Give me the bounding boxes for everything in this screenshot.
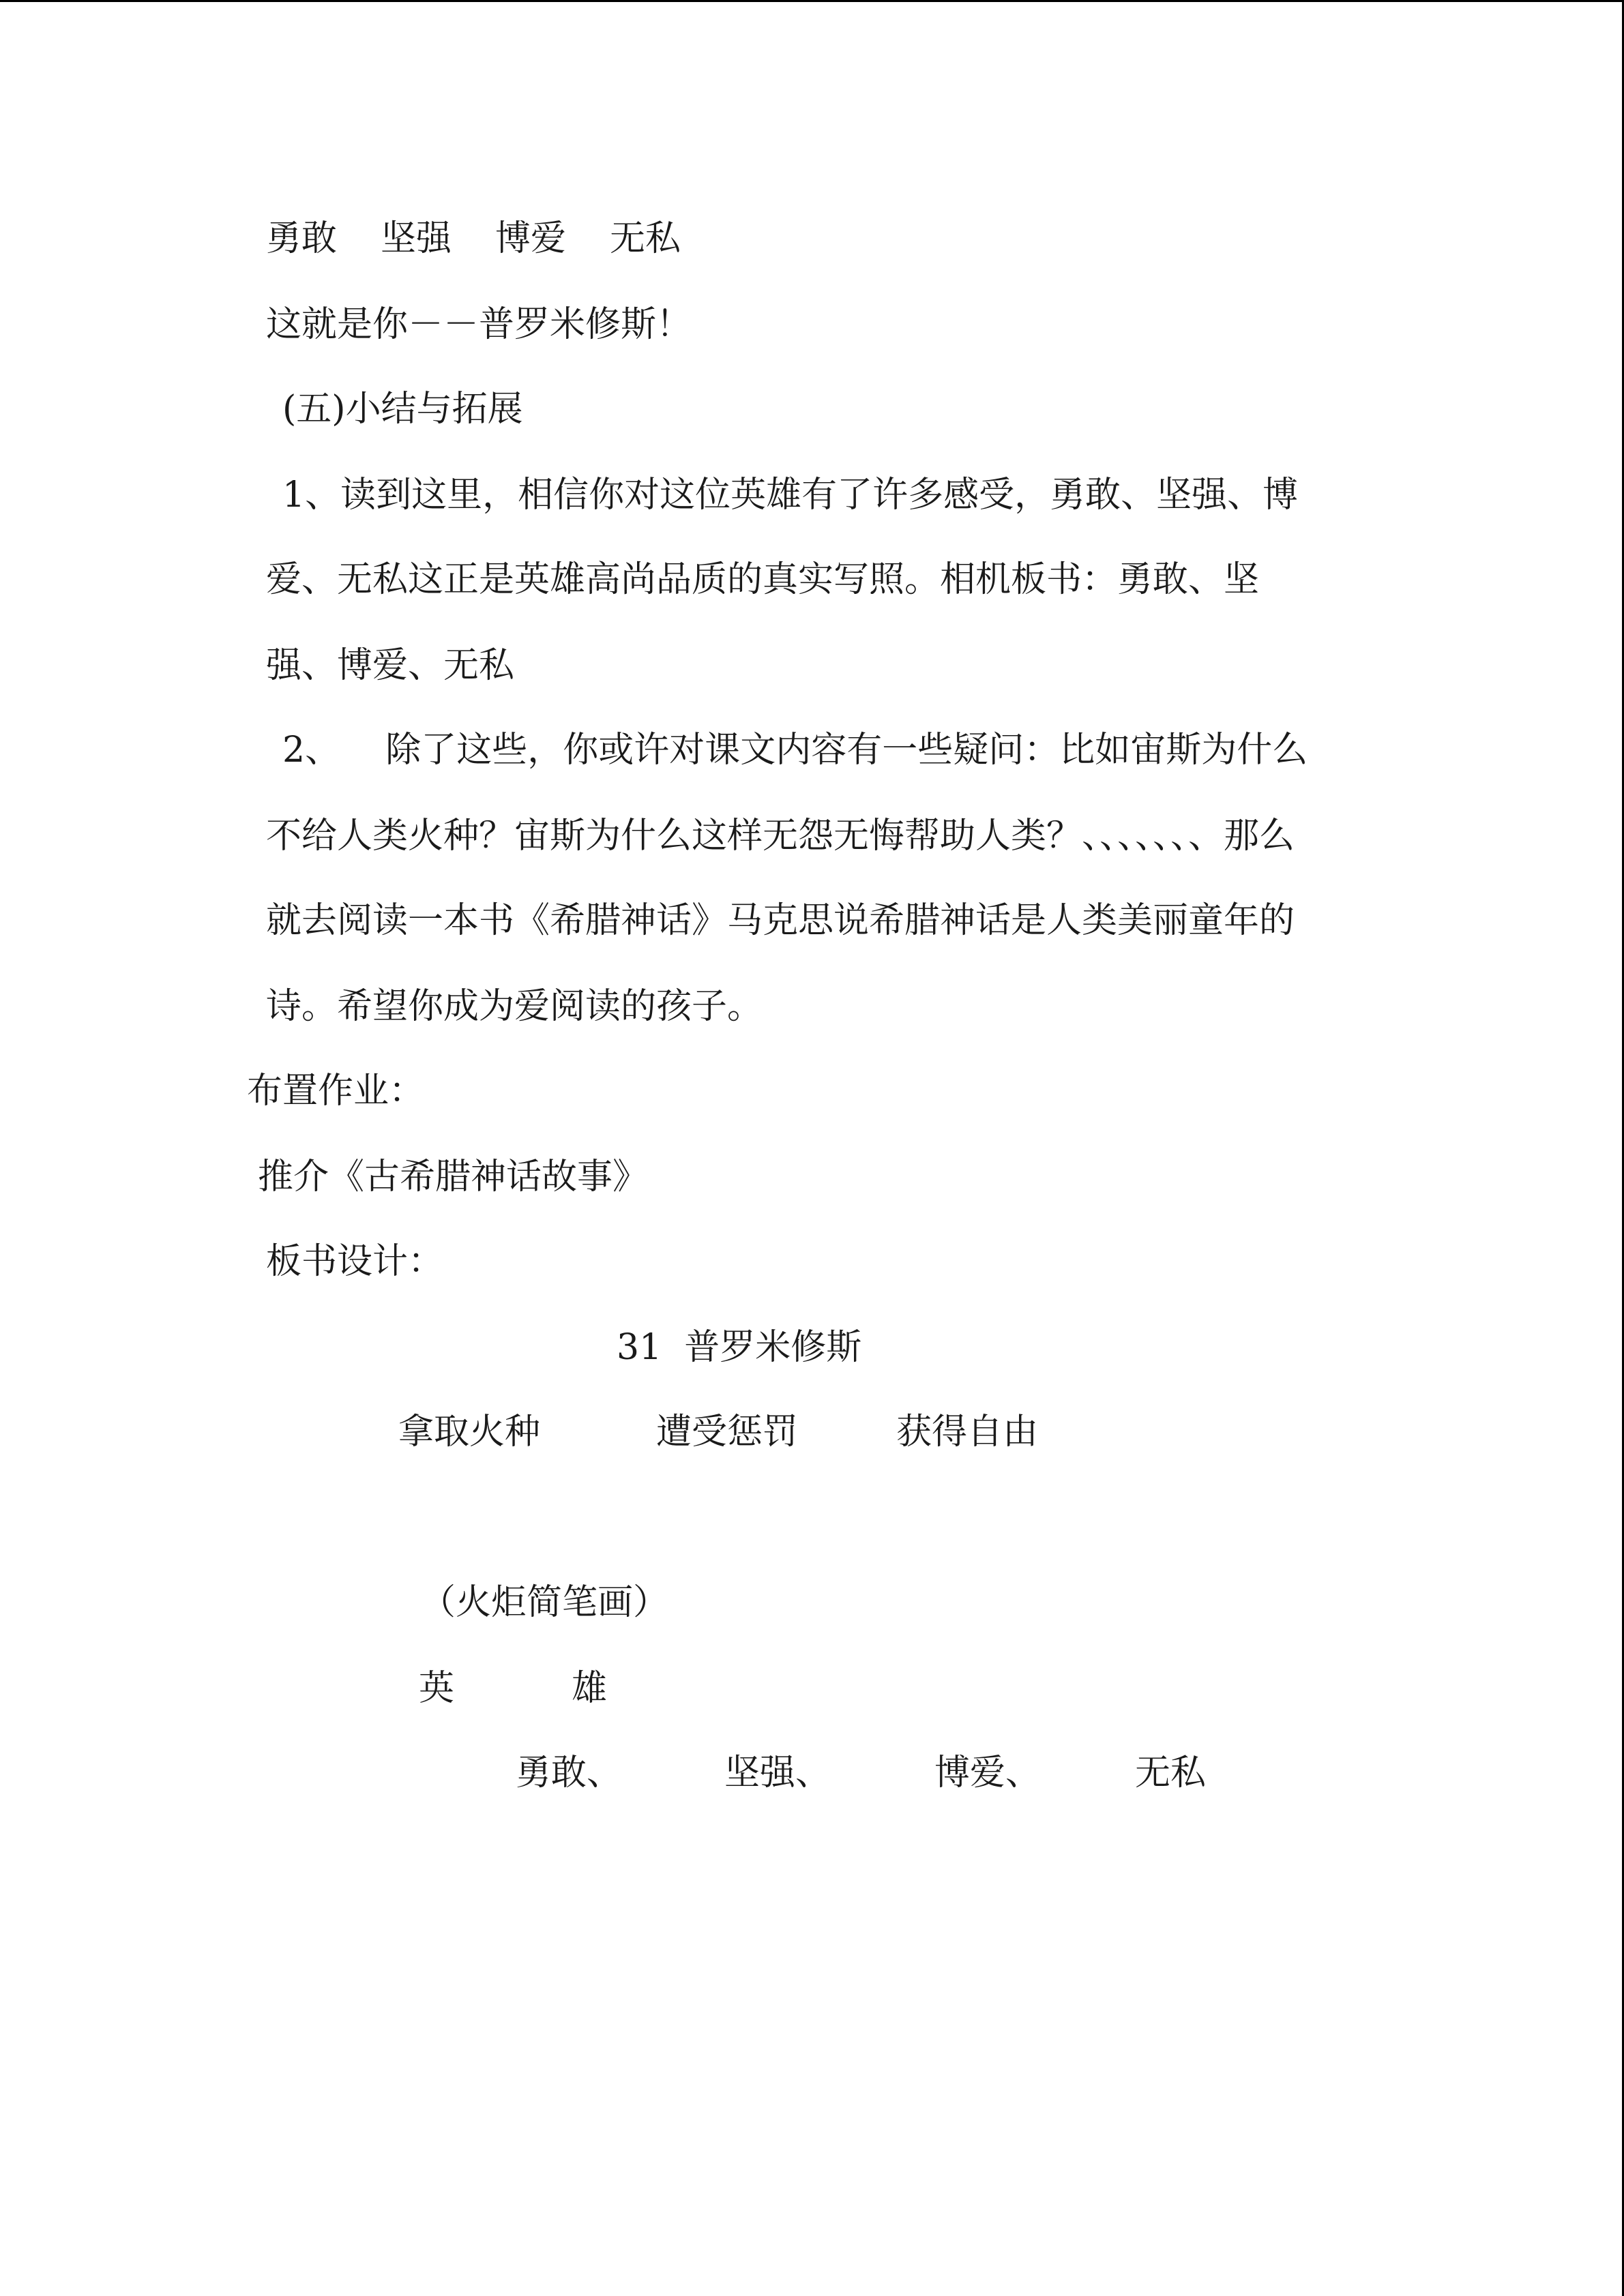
board-quality-2: 坚强、 bbox=[724, 1753, 831, 1793]
hero-char-1: 英 bbox=[419, 1668, 455, 1709]
section-heading: (五)小结与拓展 bbox=[282, 389, 523, 430]
para2-line2: 不给人类火种？宙斯为什么这样无怨无悔帮助人类？、、、、、、、那么 bbox=[266, 816, 1295, 856]
para1-line3: 强、博爱、无私 bbox=[266, 645, 515, 686]
board-label: 板书设计： bbox=[266, 1241, 444, 1282]
intro-line: 这就是你－－普罗米修斯！ bbox=[266, 304, 692, 345]
intro-quality-4: 无私 bbox=[610, 218, 681, 259]
para1-line2: 爱、无私这正是英雄高尚品质的真实写照。相机板书：勇敢、坚 bbox=[266, 559, 1260, 600]
hero-char-2: 雄 bbox=[572, 1668, 608, 1709]
intro-quality-1: 勇敢 bbox=[266, 218, 338, 259]
board-title: 31 普罗米修斯 bbox=[617, 1327, 862, 1368]
board-quality-4: 无私 bbox=[1135, 1753, 1207, 1793]
board-quality-3: 博爱、 bbox=[934, 1753, 1042, 1793]
board-stage-1: 拿取火种 bbox=[398, 1412, 541, 1452]
para2-line1: 2、 除了这些，你或许对课文内容有一些疑问：比如宙斯为什么 bbox=[282, 730, 1308, 771]
torch-note: （火炬简笔画） bbox=[420, 1582, 669, 1623]
homework-label: 布置作业： bbox=[247, 1071, 425, 1112]
board-stage-2: 遭受惩罚 bbox=[656, 1412, 799, 1452]
board-quality-1: 勇敢、 bbox=[516, 1753, 623, 1793]
intro-quality-3: 博爱 bbox=[495, 218, 567, 259]
para2-line3: 就去阅读一本书《希腊神话》马克思说希腊神话是人类美丽童年的 bbox=[266, 900, 1295, 941]
top-border-line bbox=[0, 0, 1624, 2]
board-stage-3: 获得自由 bbox=[896, 1412, 1039, 1452]
para2-line4: 诗。希望你成为爱阅读的孩子。 bbox=[266, 986, 763, 1027]
homework-text: 推介《古希腊神话故事》 bbox=[258, 1157, 649, 1197]
intro-quality-2: 坚强 bbox=[381, 218, 452, 259]
para1-line1: 1、读到这里，相信你对这位英雄有了许多感受，勇敢、坚强、博 bbox=[282, 475, 1299, 516]
